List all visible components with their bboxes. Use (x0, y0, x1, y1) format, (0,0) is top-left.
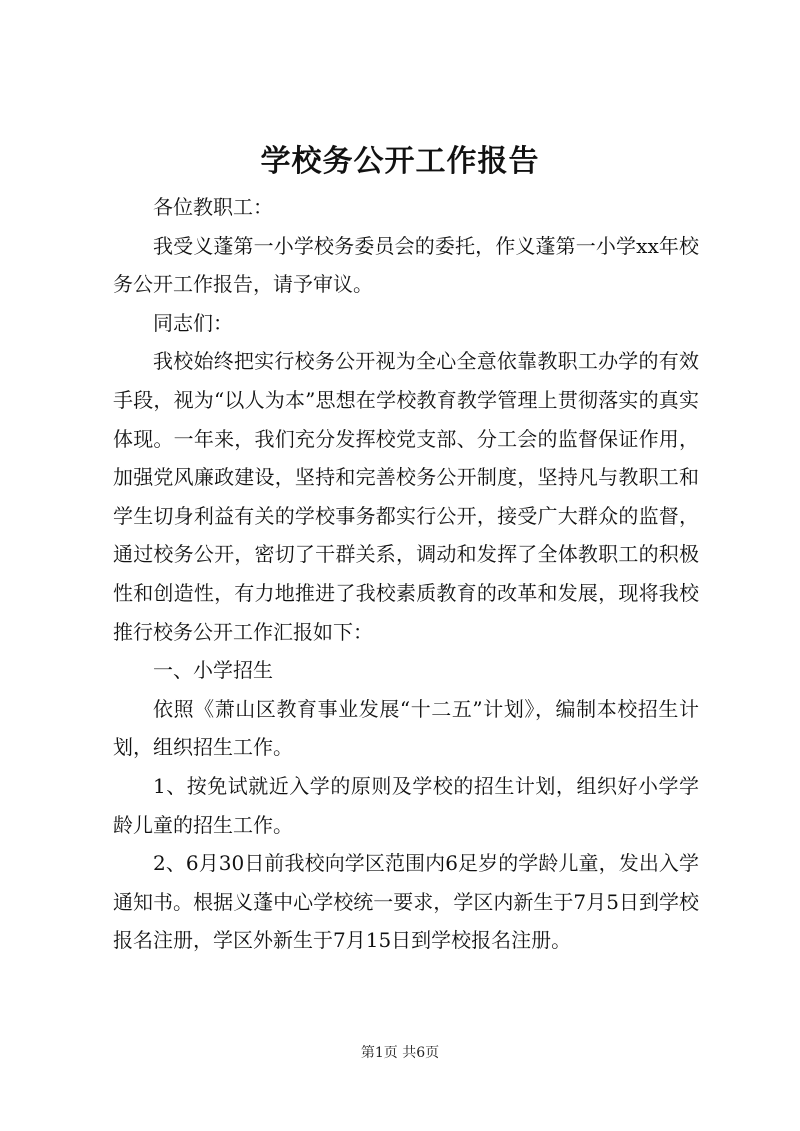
enrollment-item-1: 1、按免试就近入学的原则及学校的招生计划，组织好小学学龄儿童的招生工作。 (113, 773, 699, 837)
intro-paragraph: 我受义蓬第一小学校务委员会的委托，作义蓬第一小学xx年校务公开工作报告，请予审议。 (113, 233, 699, 297)
page-number-footer: 第1页 共6页 (360, 1045, 440, 1061)
enrollment-plan-paragraph: 依照《萧山区教育事业发展“十二五”计划》，编制本校招生计划，组织招生工作。 (113, 696, 699, 760)
overview-paragraph: 我校始终把实行校务公开视为全心全意依靠教职工办学的有效手段，视为“以人为本”思想在学校教育教学管理上贯彻落实的真实体现。一年来，我们充分发挥校党支部、分工会的监督保证作用，加强党风廉政建设，坚持和完善校务公开制度，坚持凡与教职工和学生切身利益有关的学校事务都实行公开，接受广大群众的监督，通过校务公开，密切了干群关系，调动和发挥了全体教职工的积极性和创造性，有力地推进了我校素质教育的改革和发展，现将我校推行校务公开工作汇报如下： (113, 349, 699, 644)
document-title: 学校务公开工作报告 (260, 144, 540, 179)
section-heading: 一、小学招生 (153, 658, 273, 683)
salutation-paragraph: 各位教职工： (153, 195, 273, 219)
document-body (113, 188, 699, 960)
enrollment-item-2: 2、6月30日前我校向学区范围内6足岁的学龄儿童，发出入学通知书。根据义蓬中心学校统一要求，学区内新生于7月5日到学校报名注册，学区外新生于7月15日到学校报名注册。 (113, 851, 699, 953)
address-paragraph: 同志们： (153, 310, 233, 335)
